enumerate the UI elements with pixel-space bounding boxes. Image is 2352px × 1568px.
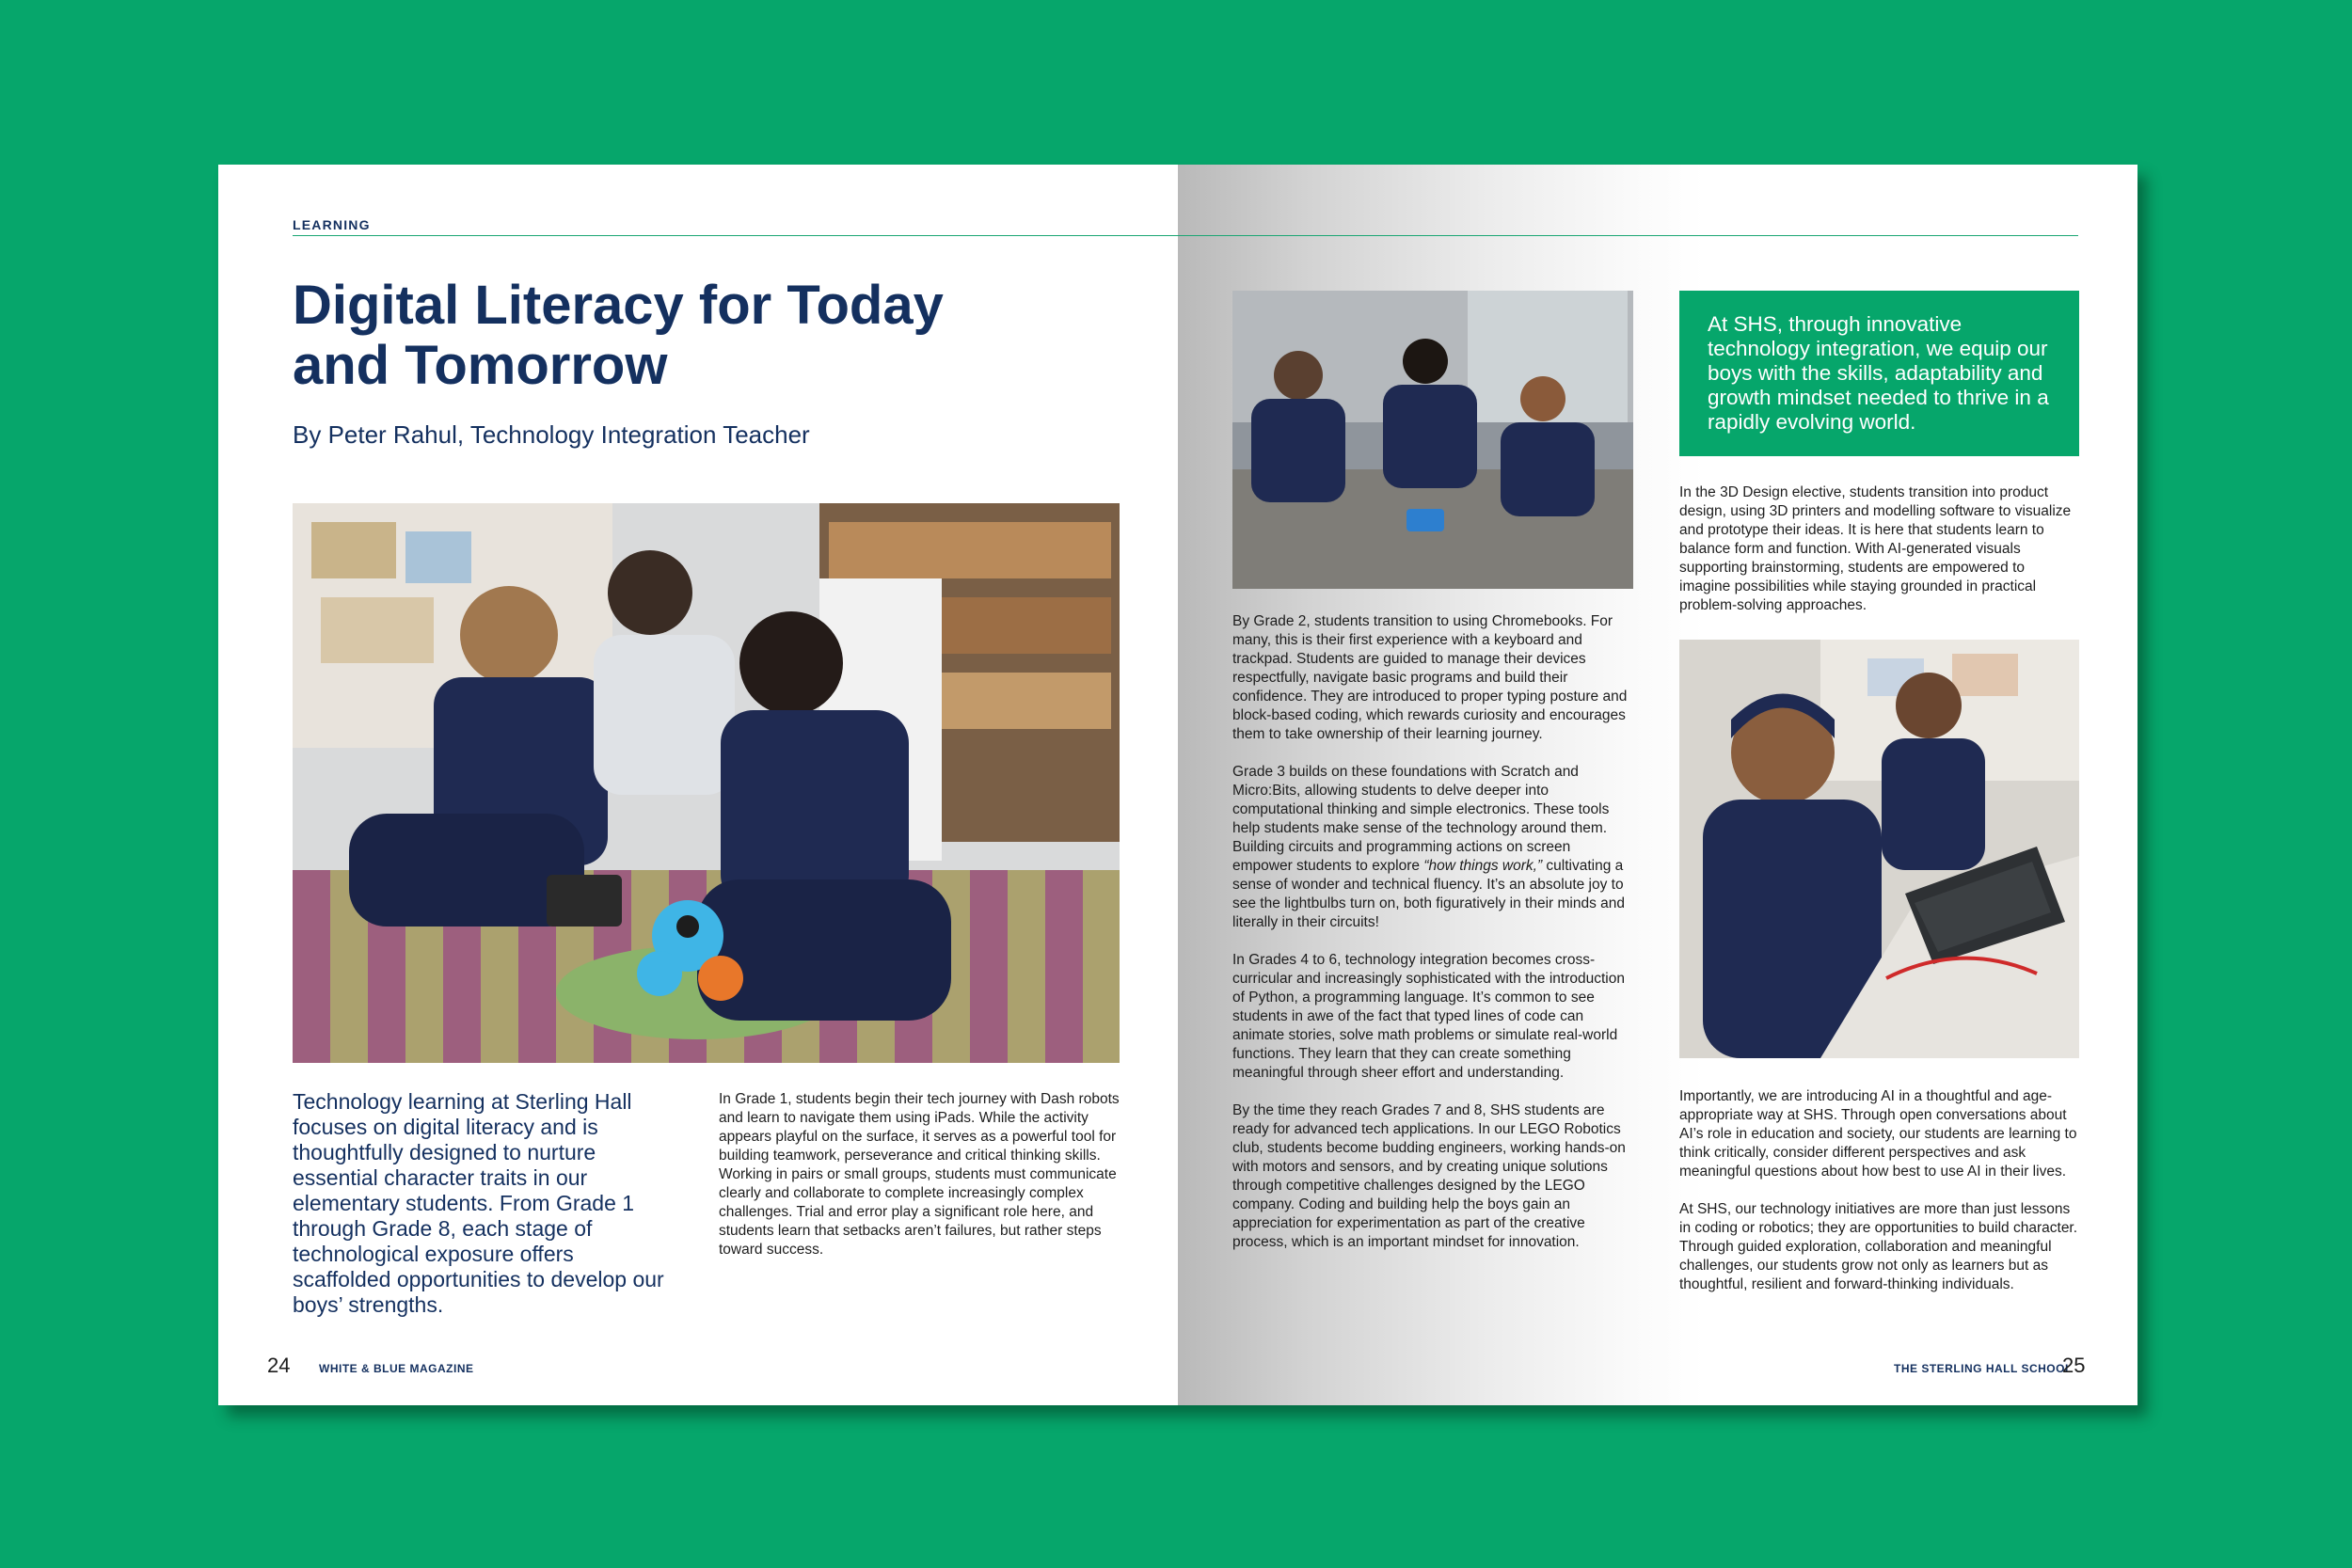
left-page (218, 165, 1178, 1405)
section-divider-right (1178, 235, 2078, 236)
grade-1-paragraph: In Grade 1, students begin their tech journey with Dash robots and learn to navigate them using iPads. While the activity appears playful on the surface, it serves as a powerful tool for building teamwork, perseverance and critical thinking skills. Working in pairs or small groups, students must communicate clearly and collaborate to complete increasingly complex challenges. Trial and error play a significant role here, and students learn that setbacks aren’t failures, but rather steps toward success. (719, 1091, 1120, 1258)
ai-paragraph: Importantly, we are introducing AI in a thoughtful and age-appropriate way at SHS. Through open conversations about AI’s role in education and society, our students are learning to think critically, consider different perspectives and ask meaningful questions about how best to use AI in their lives. (1679, 1088, 2077, 1180)
article-byline: By Peter Rahul, Technology Integration Teacher (293, 420, 810, 449)
right-page (1178, 165, 2137, 1405)
right-column-1 (1232, 612, 1632, 1271)
section-divider (293, 235, 1178, 236)
character-paragraph: At SHS, our technology initiatives are more than just lessons in coding or robotics; they are opportunities to build character. Through guided exploration, collaboration and meaningful challenges, our students grow not only as learners but as thoughtful, resilient and forward-thinking individuals. (1679, 1201, 2078, 1292)
article-intro: Technology learning at Sterling Hall focuses on digital literacy and is thoughtfully designed to nurture essential character traits in our elementary students. From Grade 1 through Grade 8, each stage of technological exposure offers scaffolded opportunities to develop our boys’ strengths. (293, 1089, 664, 1317)
grades-7-8-paragraph: By the time they reach Grades 7 and 8, SHS students are ready for advanced tech applications. In our LEGO Robotics club, students become budding engineers, working hands-on with motors and sensors, and by creating unique solutions through competitive challenges designed by the LEGO company. Coding and building help the boys gain an appreciation for experimentation as part of the creative process, which is an important mindset for innovation. (1232, 1102, 1626, 1250)
3d-design-paragraph: In the 3D Design elective, students transition into product design, using 3D printers and modelling software to visualize and prototype their ideas. It is here that students learn to balance form and function. With AI-generated visuals supporting brainstorming, students are empowered to imagine possibilities while staying grounded in practical problem-solving approaches. (1679, 484, 2072, 613)
laptop-circuit-photo (1679, 640, 2079, 1058)
page-number-right: 25 (2062, 1354, 2086, 1377)
section-label: LEARNING (293, 217, 371, 232)
pull-quote-box (1679, 291, 2079, 456)
grade-3-text-start: Grade 3 builds on these foundations with Scratch and Micro:Bits, allowing students to delve deeper into computational thinking and simple electronics. These tools help students make sense of the technology around them. Building circuits and programming actions on screen empower students to explore (1232, 764, 1610, 874)
grades-4-6-paragraph: In Grades 4 to 6, technology integration becomes cross-curricular and increasingly sophisticated with the introduction of Python, a programming language. It’s common to see students in awe of the fact that typed lines of code can animate stories, solve math problems or simulate real-world functions. They learn that they can create something meaningful through sheer effort and understanding. (1232, 952, 1625, 1081)
magazine-spread (218, 165, 2137, 1405)
grade-3-quote: “how things work,” (1423, 858, 1543, 874)
hero-photo (293, 503, 1120, 1063)
grade-3-text-end: cultivating a sense of wonder and technical fluency. It’s an absolute joy to see the lightbulbs turn on, both figuratively in their minds and literally in their circuits! (1232, 858, 1626, 930)
publication-name-left: WHITE & BLUE MAGAZINE (319, 1362, 474, 1375)
page-number-left: 24 (267, 1354, 291, 1377)
article-title: Digital Literacy for Today and Tomorrow (293, 275, 944, 396)
publication-name-right: THE STERLING HALL SCHOOL (1894, 1362, 2073, 1375)
grade-2-paragraph: By Grade 2, students transition to using Chromebooks. For many, this is their first experience with a keyboard and trackpad. Students are guided to manage their devices respectfully, navigate basic programs and build their confidence. They are introduced to proper typing posture and block-based coding, which rewards curiosity and encourages them to take ownership of their learning journey. (1232, 613, 1628, 742)
pull-quote-text: At SHS, through innovative technology integration, we equip our boys with the skills, adaptability and growth mindset needed to thrive in a rapidly evolving world. (1708, 312, 2049, 434)
grade-3-paragraph (1232, 763, 1632, 932)
right-column-2-bottom (1679, 1087, 2079, 1313)
robotics-photo (1232, 291, 1633, 589)
